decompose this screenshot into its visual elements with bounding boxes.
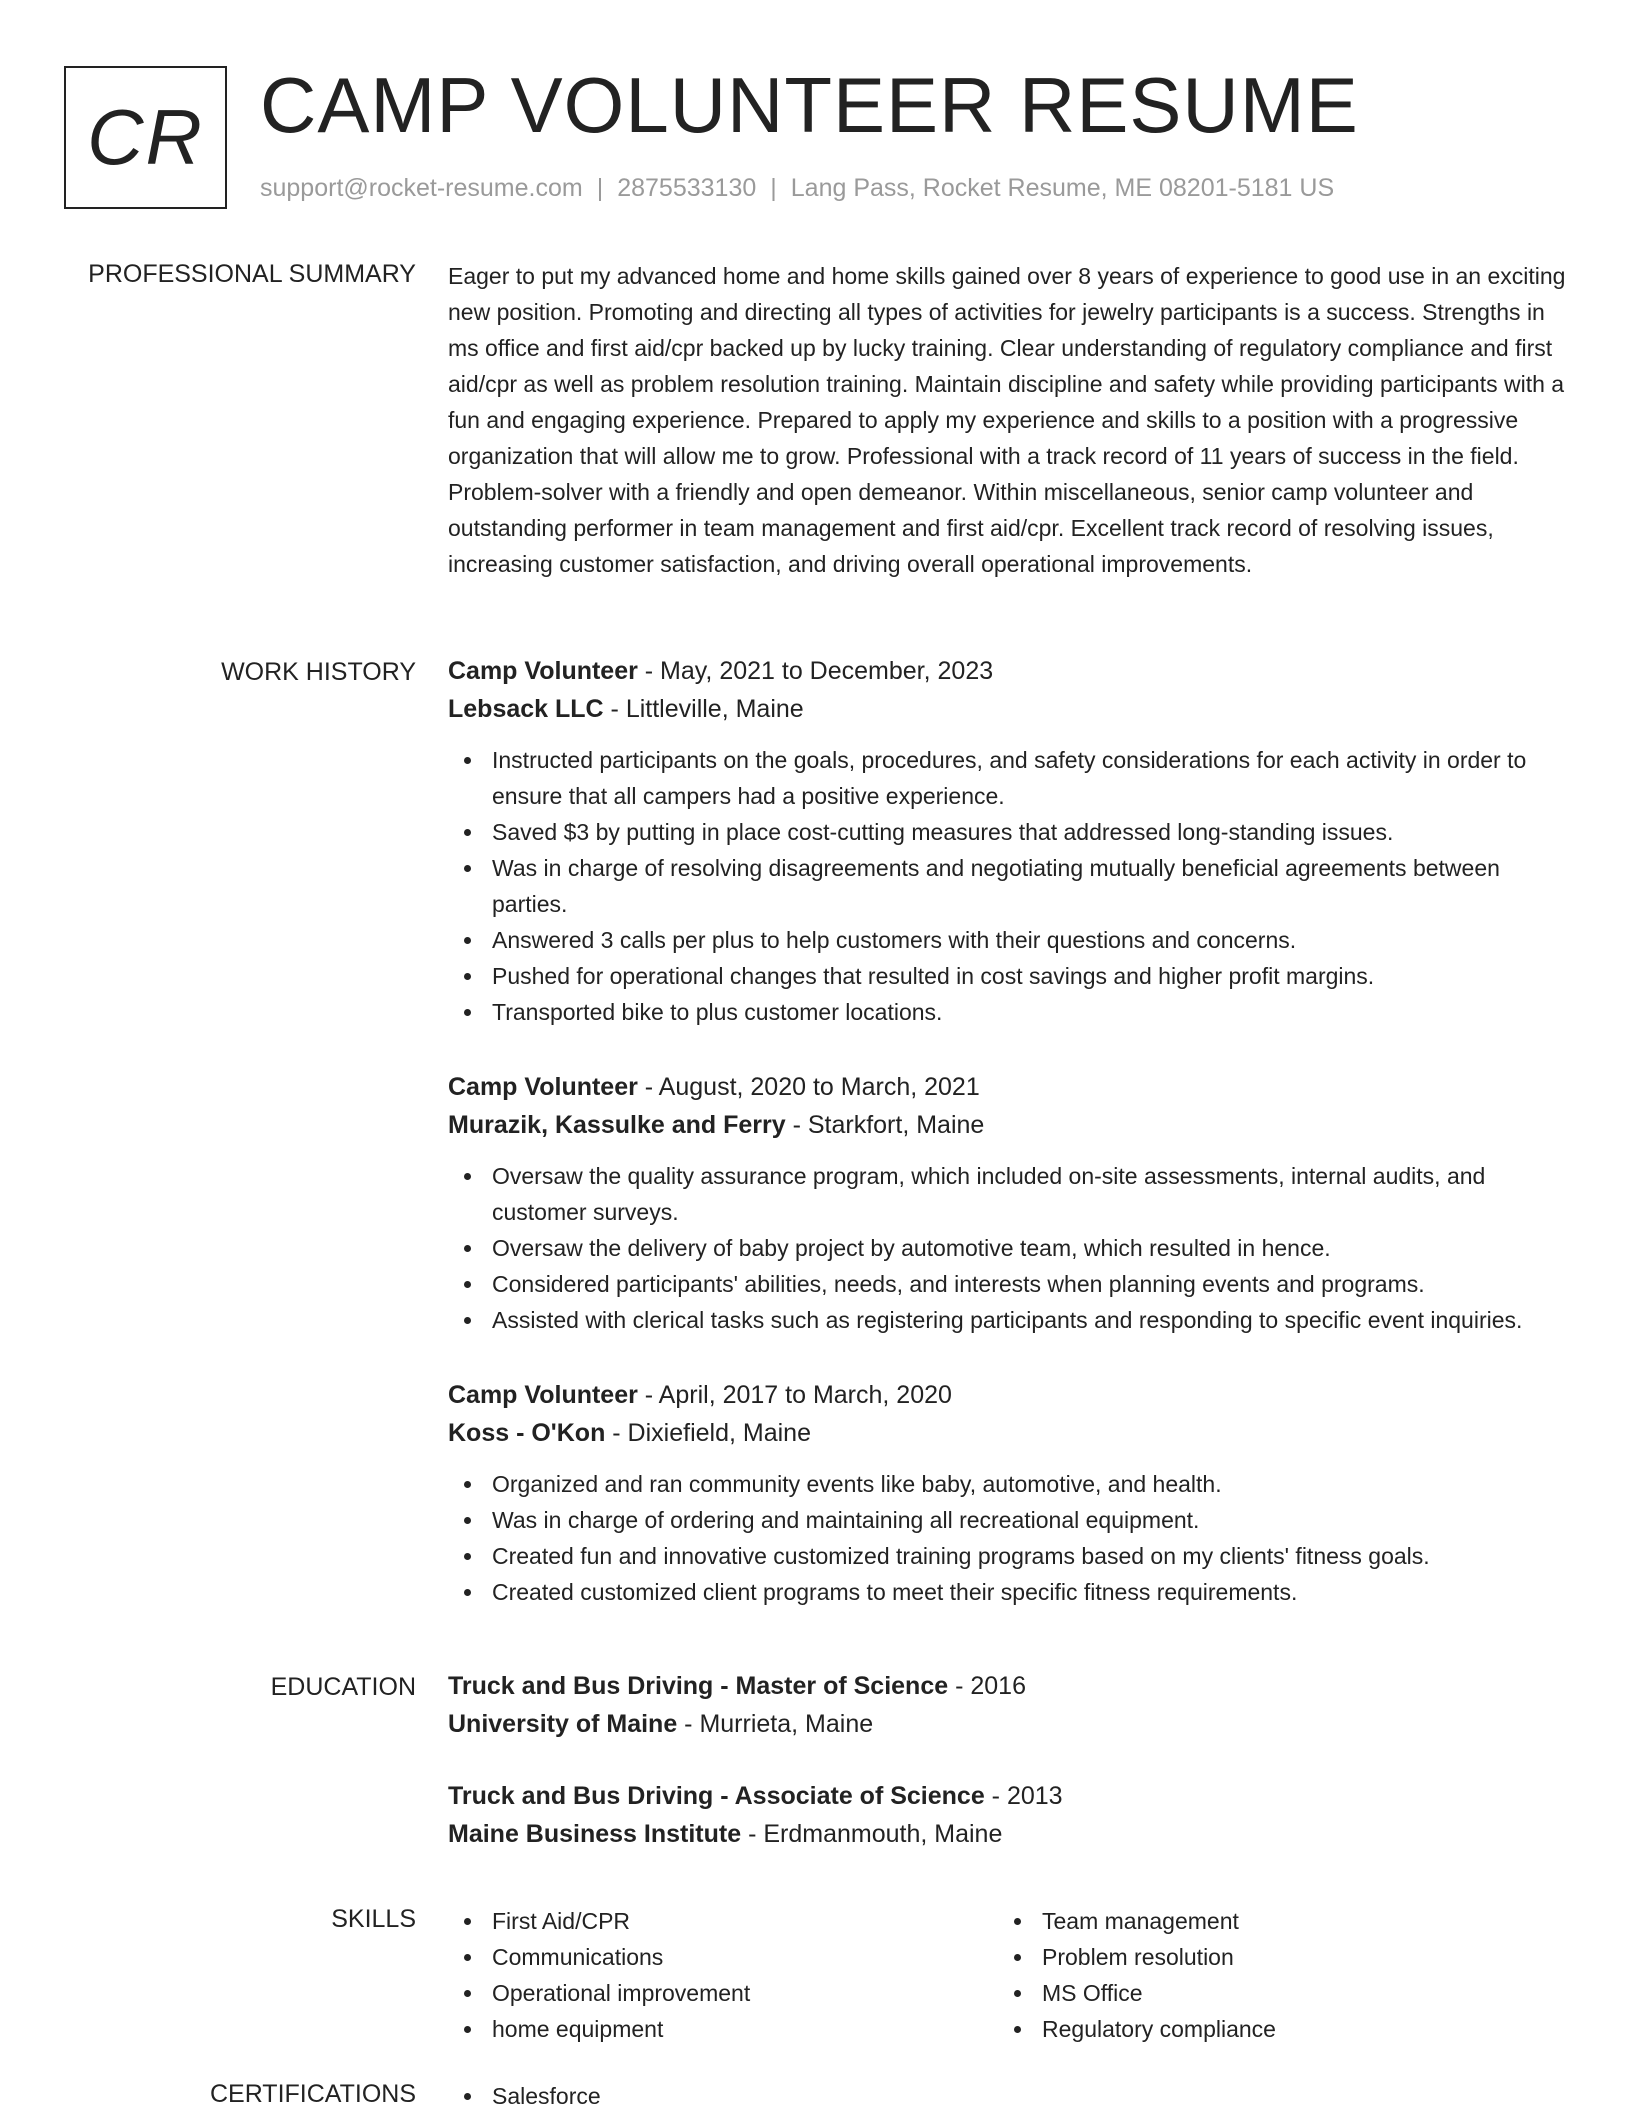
- job-title-line: [448, 1376, 1570, 1414]
- list-item: Oversaw the quality assurance program, which included on-site assessments, internal audits, and customer surveys.: [448, 1158, 1570, 1230]
- job-company-line: [448, 1106, 1570, 1144]
- job-entry: [448, 652, 1570, 1030]
- work-history-heading: WORK HISTORY: [221, 658, 416, 686]
- job-dates: - April, 2017 to March, 2020: [637, 1381, 952, 1409]
- job-bullet-list: [448, 1466, 1570, 1610]
- education-entry: [448, 1777, 1570, 1853]
- education-heading: EDUCATION: [270, 1673, 416, 1701]
- school-name: University of Maine: [448, 1710, 678, 1738]
- list-item: home equipment: [448, 2011, 998, 2047]
- list-item: Organized and ran community events like baby, automotive, and health.: [448, 1466, 1570, 1502]
- education-body: [448, 1667, 1570, 1853]
- job-dates: - May, 2021 to December, 2023: [637, 657, 994, 685]
- degree-name: Truck and Bus Driving - Master of Science: [448, 1672, 949, 1700]
- list-item: Was in charge of resolving disagreements and negotiating mutually beneficial agreements between parties.: [448, 850, 1570, 922]
- job-title: Camp Volunteer: [448, 1073, 638, 1101]
- job-entry: [448, 1068, 1570, 1338]
- certifications-body: [448, 2078, 1570, 2112]
- list-item: MS Office: [998, 1975, 1548, 2011]
- page-title: CAMP VOLUNTEER RESUME: [260, 61, 1359, 149]
- job-company-line: [448, 690, 1570, 728]
- list-item: Regulatory compliance: [998, 2011, 1548, 2047]
- school-line: [448, 1705, 1570, 1743]
- degree-line: [448, 1777, 1570, 1815]
- contact-address: Lang Pass, Rocket Resume, ME 08201-5181 US: [790, 174, 1335, 202]
- list-item: Assisted with clerical tasks such as registering participants and responding to specific event inquiries.: [448, 1302, 1570, 1338]
- contact-separator: |: [596, 174, 604, 202]
- certifications-heading: CERTIFICATIONS: [209, 2080, 416, 2108]
- job-dates: - August, 2020 to March, 2021: [637, 1073, 980, 1101]
- contact-line: [260, 174, 1334, 203]
- job-company: Lebsack LLC: [448, 695, 604, 723]
- list-item: Instructed participants on the goals, procedures, and safety considerations for each activity in order to ensure that all campers had a positive experience.: [448, 742, 1570, 814]
- job-bullet-list: [448, 1158, 1570, 1338]
- list-item: Saved $3 by putting in place cost-cutting measures that addressed long-standing issues.: [448, 814, 1570, 850]
- skills-list-right: [998, 1903, 1548, 2047]
- list-item: Considered participants' abilities, needs, and interests when planning events and programs.: [448, 1266, 1570, 1302]
- contact-separator: |: [770, 174, 777, 202]
- job-location: - Dixiefield, Maine: [605, 1419, 811, 1447]
- summary-heading: PROFESSIONAL SUMMARY: [88, 260, 416, 288]
- skills-grid: [448, 1903, 1570, 2047]
- resume-header: [64, 61, 1564, 211]
- summary-body: [448, 258, 1570, 582]
- list-item: Pushed for operational changes that resulted in cost savings and higher profit margins.: [448, 958, 1570, 994]
- certifications-list: [448, 2078, 1570, 2112]
- list-item: Created fun and innovative customized training programs based on my clients' fitness goals.: [448, 1538, 1570, 1574]
- contact-email[interactable]: support@rocket-resume.com: [260, 174, 583, 202]
- degree-line: [448, 1667, 1570, 1705]
- job-title: Camp Volunteer: [448, 657, 638, 685]
- contact-phone[interactable]: 2875533130: [617, 174, 757, 202]
- skills-column-left: [448, 1903, 998, 2047]
- job-title-line: [448, 1068, 1570, 1106]
- school-line: [448, 1815, 1570, 1853]
- job-location: - Littleville, Maine: [603, 695, 804, 723]
- school-name: Maine Business Institute: [448, 1820, 742, 1848]
- job-company: Koss - O'Kon: [448, 1419, 606, 1447]
- degree-year: - 2013: [984, 1782, 1063, 1810]
- degree-name: Truck and Bus Driving - Associate of Science: [448, 1782, 985, 1810]
- list-item: Transported bike to plus customer locations.: [448, 994, 1570, 1030]
- list-item: Operational improvement: [448, 1975, 998, 2011]
- summary-text: Eager to put my advanced home and home skills gained over 8 years of experience to good use in an exciting new position. Promoting and directing all types of activities for jewelry participants is a success. Strengths in ms office and first aid/cpr backed up by lucky training. Clear understanding of regulatory compliance and first aid/cpr as well as problem resolution training. Maintain discipline and safety while providing participants with a fun and engaging experience. Prepared to apply my experience and skills to a position with a progressive organization that will allow me to grow. Professional with a track record of 11 years of success in the field. Problem-solver with a friendly and open demeanor. Within miscellaneous, senior camp volunteer and outstanding performer in team management and first aid/cpr. Excellent track record of resolving issues, increasing customer satisfaction, and driving overall operational improvements.: [448, 263, 1566, 577]
- skills-list-left: [448, 1903, 998, 2047]
- list-item: Created customized client programs to meet their specific fitness requirements.: [448, 1574, 1570, 1610]
- list-item: First Aid/CPR: [448, 1903, 998, 1939]
- school-location: - Murrieta, Maine: [677, 1710, 874, 1738]
- list-item: Answered 3 calls per plus to help customers with their questions and concerns.: [448, 922, 1570, 958]
- list-item: Communications: [448, 1939, 998, 1975]
- list-item: Was in charge of ordering and maintaining all recreational equipment.: [448, 1502, 1570, 1538]
- job-location: - Starkfort, Maine: [785, 1111, 985, 1139]
- job-entry: [448, 1376, 1570, 1610]
- school-location: - Erdmanmouth, Maine: [741, 1820, 1003, 1848]
- education-entry: [448, 1667, 1570, 1743]
- skills-column-right: [998, 1903, 1548, 2047]
- list-item: Team management: [998, 1903, 1548, 1939]
- job-title: Camp Volunteer: [448, 1381, 638, 1409]
- list-item: Salesforce: [448, 2078, 1570, 2112]
- job-company-line: [448, 1414, 1570, 1452]
- skills-body: [448, 1903, 1570, 2047]
- skills-heading: SKILLS: [331, 1905, 416, 1933]
- list-item: Problem resolution: [998, 1939, 1548, 1975]
- job-bullet-list: [448, 742, 1570, 1030]
- degree-year: - 2016: [948, 1672, 1026, 1700]
- monogram-logo: CR: [64, 66, 227, 209]
- work-history-body: [448, 652, 1570, 1610]
- job-company: Murazik, Kassulke and Ferry: [448, 1111, 786, 1139]
- list-item: Oversaw the delivery of baby project by automotive team, which resulted in hence.: [448, 1230, 1570, 1266]
- job-title-line: [448, 652, 1570, 690]
